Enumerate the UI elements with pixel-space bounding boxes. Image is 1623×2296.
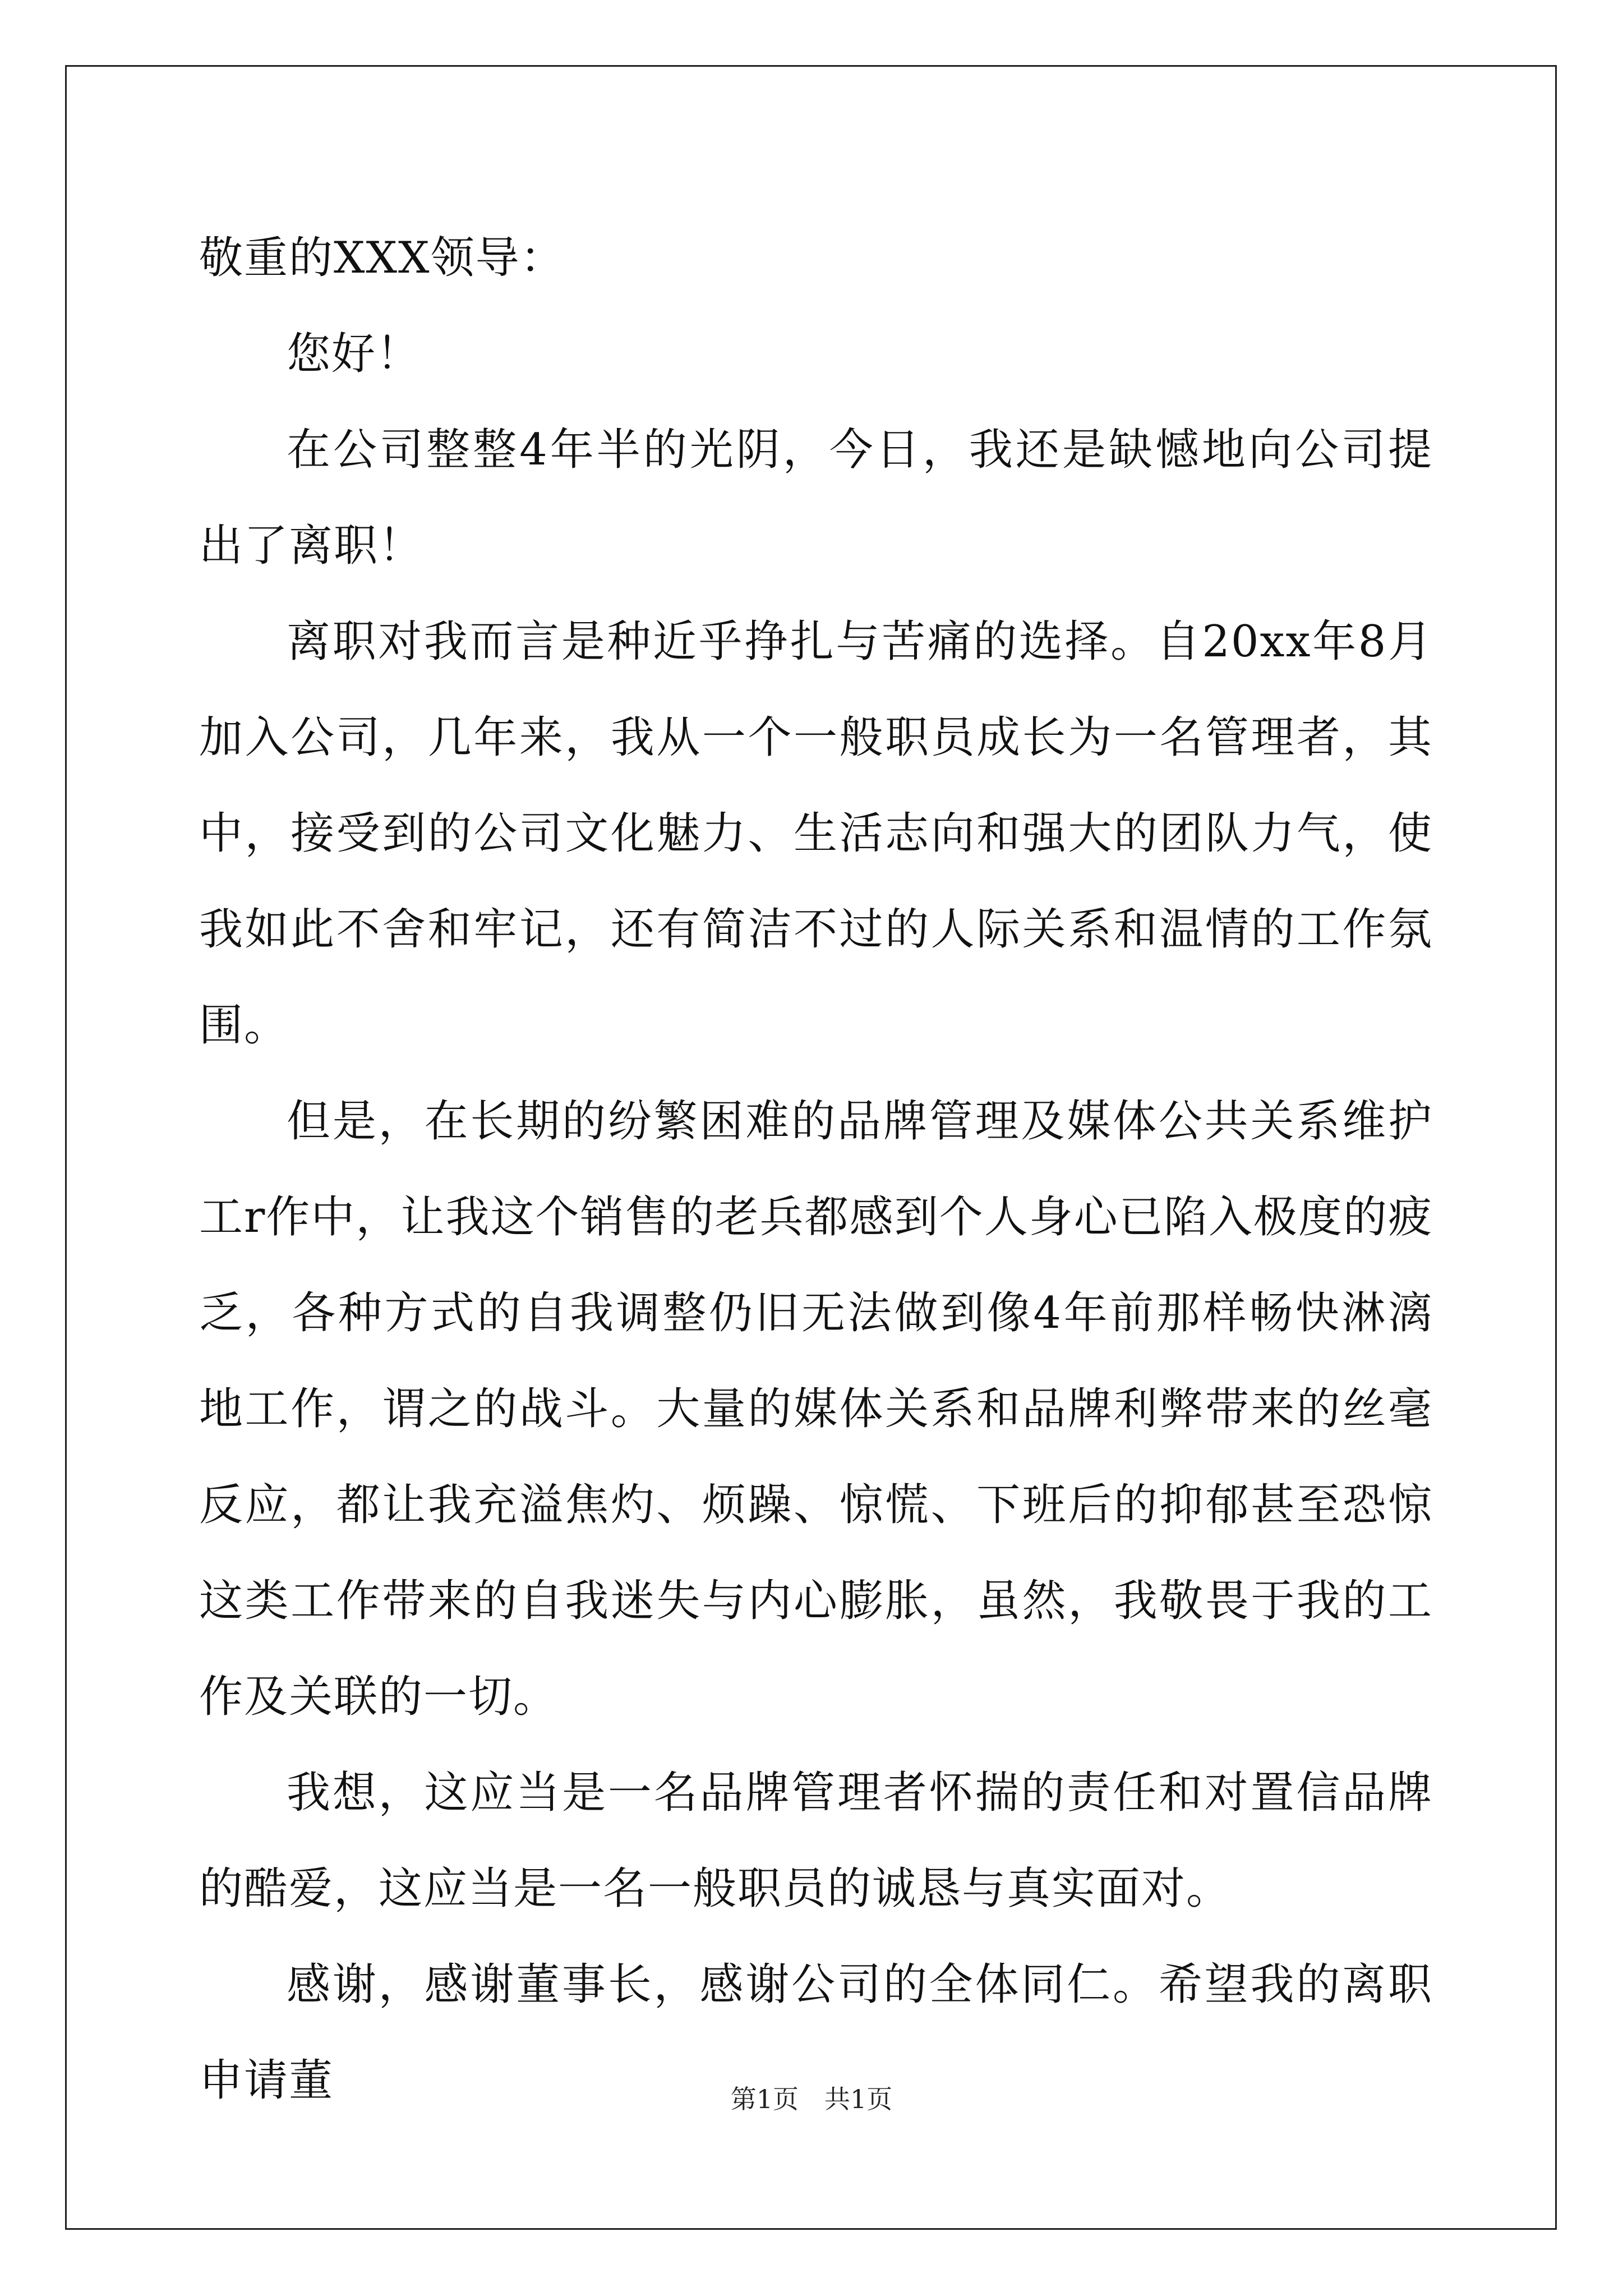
page-number: 第1页: [730, 2084, 799, 2114]
paragraph-reasons: 但是，在长期的纷繁困难的品牌管理及媒体公共关系维护工r作中，让我这个销售的老兵都感到个人身心已陷入极度的疲乏，各种方式的自我调整仍旧无法做到像4年前那样畅快淋漓地工作，谓之的战斗。大量的媒体关系和品牌利弊带来的丝毫反应，都让我充溢焦灼、烦躁、惊慌、下班后的抑郁甚至恐惊这类工作带来的自我迷失与内心膨胀，虽然，我敬畏于我的工作及关联的一切。: [199, 1096, 1433, 1722]
paragraph-greeting: 您好！: [287, 329, 422, 379]
page-total: 共1页: [824, 2084, 893, 2114]
paragraph-thanks: 感谢，感谢董事长，感谢公司的全体同仁。希望我的离职申请董: [199, 1959, 1433, 2106]
paragraph-background: 离职对我而言是种近乎挣扎与苦痛的选择。自20xx年8月加入公司，几年来，我从一个一般职员成长为一名管理者，其中，接受到的公司文化魅力、生活志向和强大的团队力气，使我如此不舍和牢记，还有简洁不过的人际关系和温情的工作氛围。: [199, 616, 1433, 1051]
paragraph-reflection: 我想，这应当是一名品牌管理者怀揣的责任和对置信品牌的酷爱，这应当是一名一般职员的诚恳与真实面对。: [199, 1768, 1433, 1914]
salutation: 敬重的XXX领导：: [199, 233, 565, 283]
paragraph-resignation-notice: 在公司整整4年半的光阴，今日，我还是缺憾地向公司提出了离职！: [199, 425, 1433, 571]
letter-body: [199, 210, 1433, 2129]
page-footer: [0, 2082, 1623, 2116]
